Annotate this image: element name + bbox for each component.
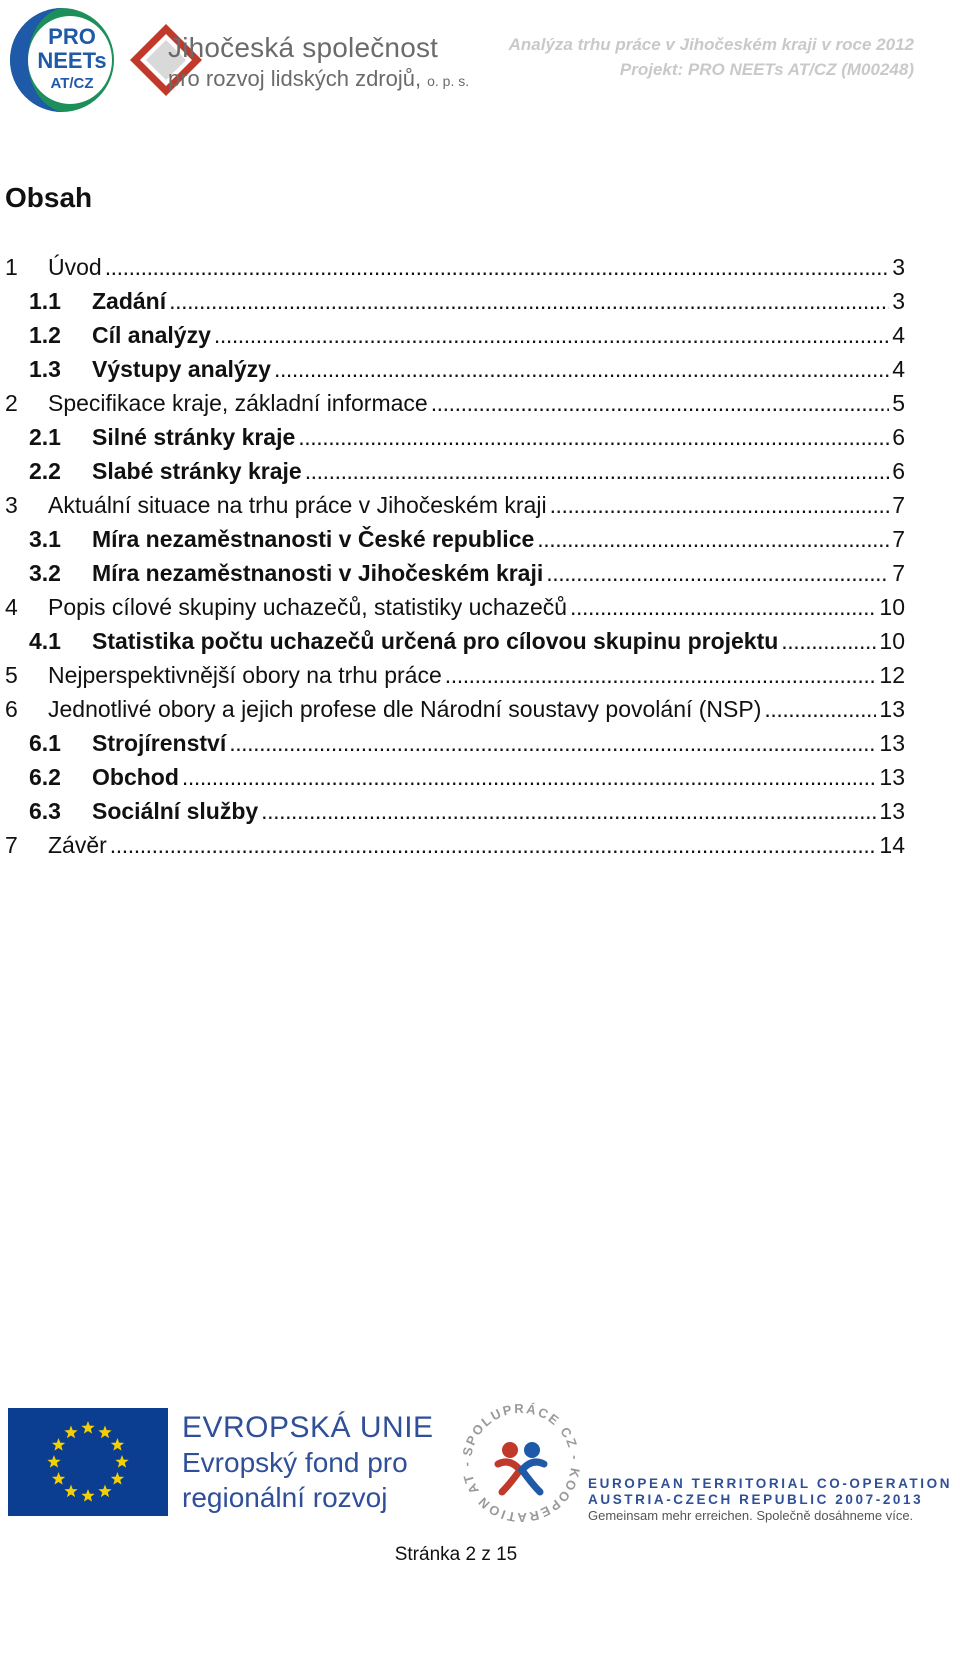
toc-entry-number: 2: [5, 390, 18, 416]
toc-entry[interactable]: [5, 730, 905, 764]
toc-entry-page: 13: [879, 798, 905, 824]
table-of-contents: [5, 254, 905, 866]
org-name-line1: Jihočeská společnost: [168, 32, 439, 63]
eu-line3: regionální rozvoj: [182, 1482, 388, 1513]
toc-dot-leader: [110, 832, 877, 859]
toc-entry-number: 2.1: [29, 424, 61, 450]
toc-entry-label: Silné stránky kraje: [92, 424, 296, 450]
toc-dot-leader: [298, 424, 889, 451]
toc-entry-label: Specifikace kraje, základní informace: [48, 390, 428, 416]
toc-entry[interactable]: [5, 764, 905, 798]
cooperation-logo: [458, 1400, 584, 1526]
proneets-logo-neets: NEETs: [37, 48, 107, 73]
toc-entry-page: 3: [892, 254, 905, 280]
toc-entry-number: 7: [5, 832, 18, 858]
toc-entry-page: 5: [892, 390, 905, 416]
toc-entry-number: 1.1: [29, 288, 61, 314]
toc-entry-label: Výstupy analýzy: [92, 356, 271, 382]
toc-entry-page: 6: [892, 458, 905, 484]
etc-line3: Gemeinsam mehr erreichen. Společně dosáhneme více.: [588, 1508, 914, 1523]
toc-entry-page: 6: [892, 424, 905, 450]
proneets-logo-pro: PRO: [48, 24, 96, 49]
toc-entry[interactable]: [5, 594, 905, 628]
toc-entry-label: Strojírenství: [92, 730, 227, 756]
toc-entry-page: 4: [892, 356, 905, 382]
toc-entry-number: 3: [5, 492, 18, 518]
toc-entry-page: 7: [892, 492, 905, 518]
eu-line1: EVROPSKÁ UNIE: [182, 1411, 434, 1444]
toc-dot-leader: [105, 254, 890, 281]
toc-entry-label: Statistika počtu uchazečů určená pro cílovou skupinu projektu: [92, 628, 779, 654]
toc-entry-page: 10: [879, 594, 905, 620]
toc-entry-label: Slabé stránky kraje: [92, 458, 302, 484]
toc-entry-page: 13: [879, 764, 905, 790]
toc-entry-label: Míra nezaměstnanosti v České republice: [92, 526, 535, 552]
etc-programme-text: [588, 1476, 953, 1524]
toc-entry-label: Závěr: [48, 832, 107, 858]
page-header: [0, 0, 960, 120]
toc-entry[interactable]: [5, 628, 905, 662]
proneets-logo-atcz: AT/CZ: [50, 75, 94, 92]
toc-entry[interactable]: [5, 526, 905, 560]
toc-entry[interactable]: [5, 254, 905, 288]
jsprlz-logo: [128, 14, 470, 114]
toc-dot-leader: [781, 628, 876, 655]
toc-entry-page: 14: [879, 832, 905, 858]
project-label: Projekt: PRO NEETs AT/CZ (M00248): [619, 60, 914, 79]
toc-entry-label: Jednotlivé obory a jejich profese dle Národní soustavy povolání (NSP): [48, 696, 762, 722]
toc-dot-leader: [431, 390, 890, 417]
org-name-line2-text: pro rozvoj lidských zdrojů,: [168, 66, 422, 91]
toc-entry-number: 2.2: [29, 458, 61, 484]
toc-dot-leader: [445, 662, 877, 689]
eu-line2: Evropský fond pro: [182, 1447, 408, 1478]
toc-entry-label: Sociální služby: [92, 798, 259, 824]
toc-entry[interactable]: [5, 390, 905, 424]
toc-entry-label: Obchod: [92, 764, 179, 790]
toc-entry-page: 4: [892, 322, 905, 348]
toc-dot-leader: [182, 764, 877, 791]
toc-entry-label: Úvod: [48, 254, 102, 280]
toc-entry[interactable]: [5, 832, 905, 866]
coop-ring-text: SPOLUPRÁCE CZ - KOOPERATION AT -: [458, 1400, 584, 1526]
toc-entry-label: Nejperspektivnější obory na trhu práce: [48, 662, 442, 688]
toc-entry[interactable]: [5, 322, 905, 356]
toc-entry-number: 6: [5, 696, 18, 722]
toc-entry-number: 6.3: [29, 798, 61, 824]
toc-entry[interactable]: [5, 696, 905, 730]
toc-entry-number: 4.1: [29, 628, 61, 654]
toc-entry-number: 1.2: [29, 322, 61, 348]
toc-entry-page: 12: [879, 662, 905, 688]
proneets-logo: [4, 4, 120, 116]
toc-entry-label: Zadání: [92, 288, 167, 314]
etc-line2: AUSTRIA-CZECH REPUBLIC 2007-2013: [588, 1492, 924, 1507]
toc-dot-leader: [229, 730, 876, 757]
toc-dot-leader: [274, 356, 889, 383]
toc-entry-number: 6.1: [29, 730, 61, 756]
toc-dot-leader: [546, 560, 889, 587]
toc-entry[interactable]: [5, 798, 905, 832]
toc-entry-number: 4: [5, 594, 18, 620]
toc-entry-page: 7: [892, 560, 905, 586]
doc-title: Analýza trhu práce v Jihočeském kraji v roce 2012: [508, 35, 914, 54]
toc-entry-label: Popis cílové skupiny uchazečů, statistiky uchazečů: [48, 594, 568, 620]
toc-entry-page: 10: [879, 628, 905, 654]
toc-entry[interactable]: [5, 424, 905, 458]
eu-flag-icon: [8, 1408, 168, 1516]
toc-entry-page: 13: [879, 730, 905, 756]
toc-entry[interactable]: [5, 356, 905, 390]
toc-dot-leader: [214, 322, 889, 349]
header-doc-info: [509, 32, 914, 82]
toc-entry-number: 3.2: [29, 560, 61, 586]
toc-title: Obsah: [5, 182, 93, 213]
toc-dot-leader: [537, 526, 889, 553]
eu-fund-text: [182, 1410, 434, 1515]
toc-dot-leader: [764, 696, 876, 723]
toc-entry[interactable]: [5, 288, 905, 322]
svg-text:SPOLUPRÁCE CZ - KOOPERATION AT: [459, 1401, 583, 1525]
page-number: Stránka 2 z 15: [394, 1544, 518, 1565]
toc-entry-number: 1.3: [29, 356, 61, 382]
toc-dot-leader: [169, 288, 889, 315]
toc-dot-leader: [550, 492, 890, 519]
toc-entry-page: 3: [892, 288, 905, 314]
toc-entry[interactable]: [5, 492, 905, 526]
toc-entry-number: 3.1: [29, 526, 61, 552]
toc-entry[interactable]: [5, 458, 905, 492]
toc-entry-number: 1: [5, 254, 18, 280]
toc-dot-leader: [305, 458, 890, 485]
toc-entry-page: 7: [892, 526, 905, 552]
etc-line1: EUROPEAN TERRITORIAL CO-OPERATION: [588, 1476, 953, 1491]
toc-entry[interactable]: [5, 662, 905, 696]
toc-dot-leader: [570, 594, 876, 621]
toc-entry-label: Cíl analýzy: [92, 322, 211, 348]
toc-entry-label: Aktuální situace na trhu práce v Jihočeském kraji: [48, 492, 547, 518]
toc-entry-number: 5: [5, 662, 18, 688]
toc-entry-label: Míra nezaměstnanosti v Jihočeském kraji: [92, 560, 544, 586]
org-legal-form: o. p. s.: [427, 73, 470, 89]
toc-dot-leader: [261, 798, 876, 825]
org-name-line2: [168, 66, 469, 92]
toc-entry[interactable]: [5, 560, 905, 594]
toc-entry-number: 6.2: [29, 764, 61, 790]
toc-entry-page: 13: [879, 696, 905, 722]
